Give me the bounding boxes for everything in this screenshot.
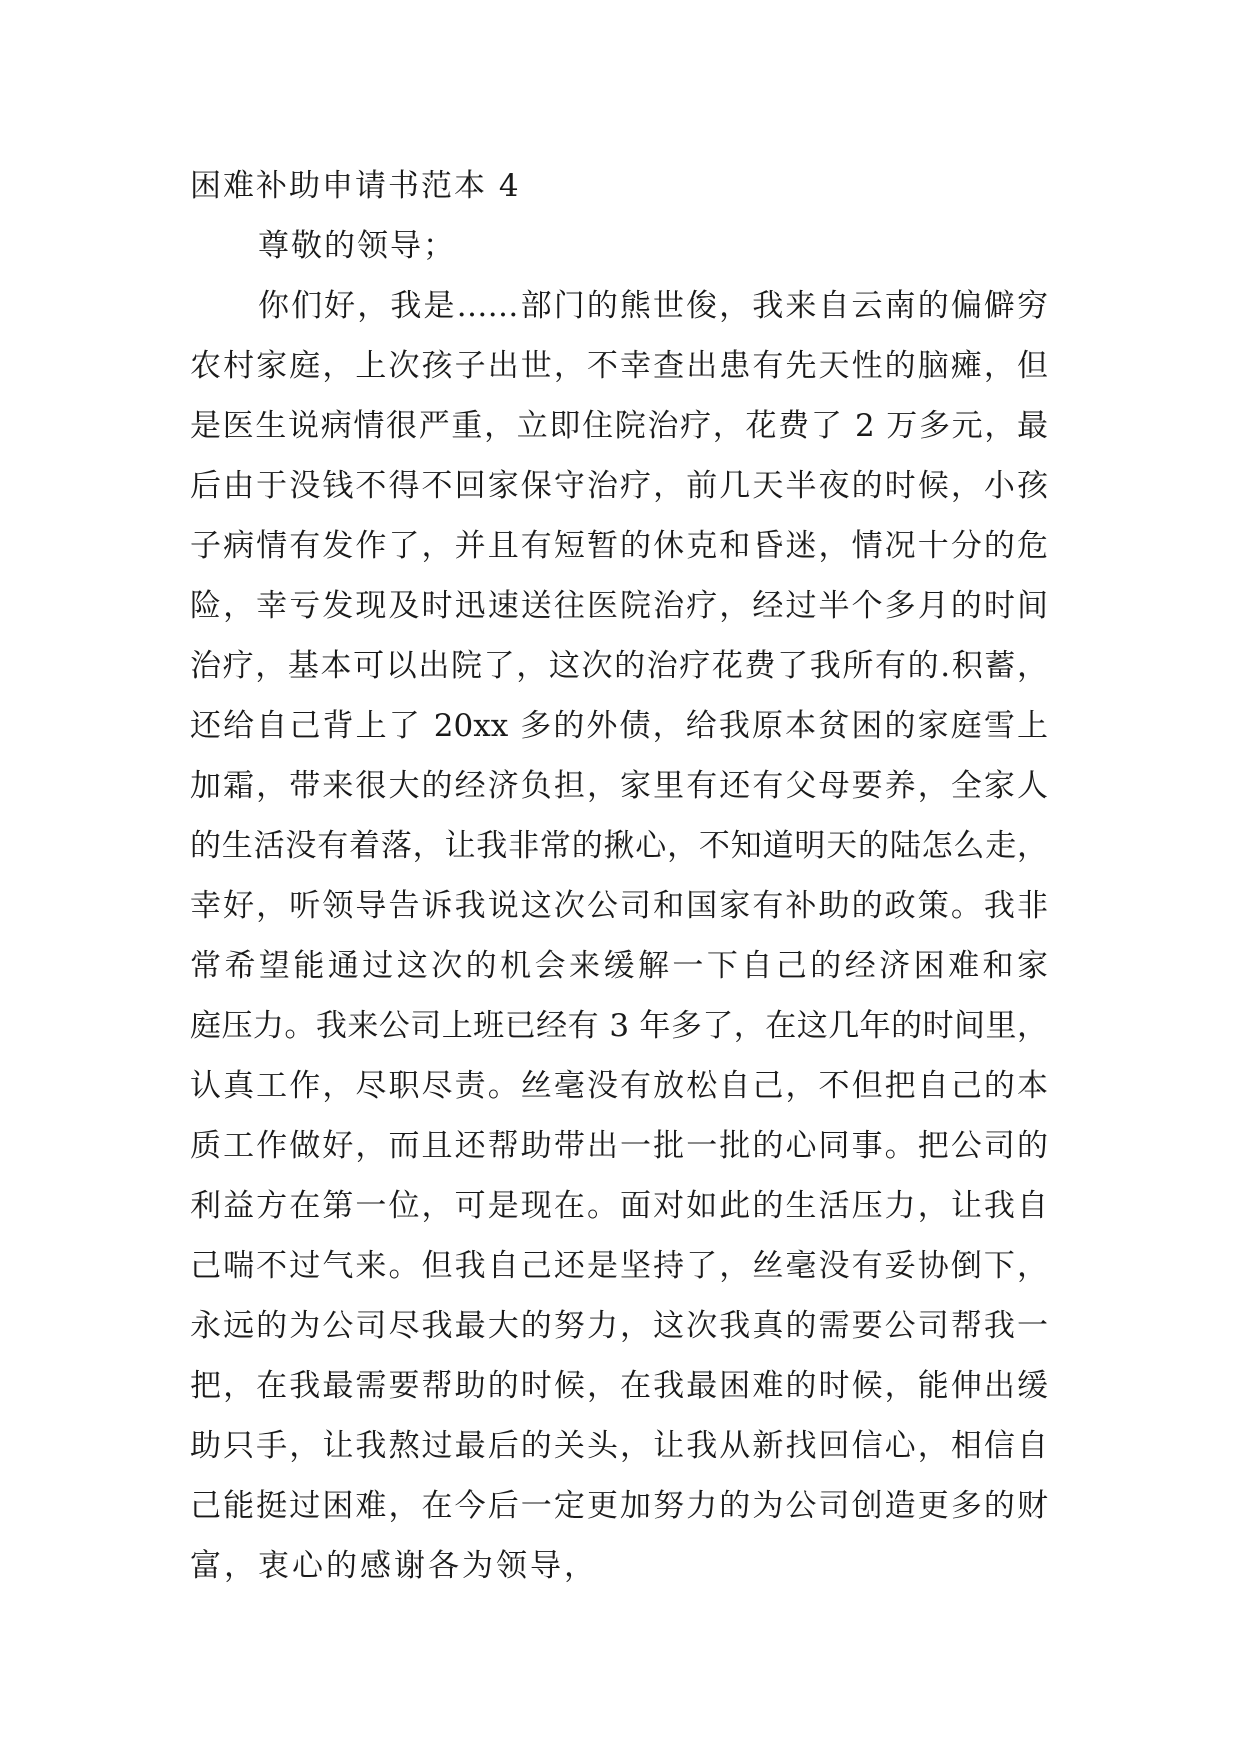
- body-line: 认真工作，尽职尽责。丝毫没有放松自己，不但把自己的本: [190, 1068, 1048, 1104]
- body-line: 把，在我最需要帮助的时候，在我最困难的时候，能伸出缓: [190, 1368, 1048, 1404]
- body-line: 治疗，基本可以出院了，这次的治疗花费了我所有的.积蓄，: [190, 648, 1048, 684]
- body-line: 险，幸亏发现及时迅速送往医院治疗，经过半个多月的时间: [190, 588, 1048, 624]
- body-line: 永远的为公司尽我最大的努力，这次我真的需要公司帮我一: [190, 1308, 1048, 1344]
- body-line: 农村家庭，上次孩子出世，不幸查出患有先天性的脑瘫，但: [190, 348, 1048, 384]
- body-line: 你们好，我是……部门的熊世俊，我来自云南的偏僻穷: [258, 288, 1048, 324]
- document-title: 困难补助申请书范本 4: [190, 168, 521, 204]
- body-line: 富，衷心的感谢各为领导，: [190, 1548, 598, 1584]
- body-line: 子病情有发作了，并且有短暂的休克和昏迷，情况十分的危: [190, 528, 1048, 564]
- body-line: 助只手，让我熬过最后的关头，让我从新找回信心，相信自: [190, 1428, 1048, 1464]
- body-line: 己能挺过困难，在今后一定更加努力的为公司创造更多的财: [190, 1488, 1048, 1524]
- body-line: 利益方在第一位，可是现在。面对如此的生活压力，让我自: [190, 1188, 1048, 1224]
- body-line: 庭压力。我来公司上班已经有 3 年多了，在这几年的时间里，: [190, 1008, 1048, 1044]
- salutation: 尊敬的领导；: [258, 228, 456, 264]
- body-line: 的生活没有着落，让我非常的揪心，不知道明天的陆怎么走，: [190, 828, 1048, 864]
- body-line: 质工作做好，而且还帮助带出一批一批的心同事。把公司的: [190, 1128, 1048, 1164]
- body-line: 还给自己背上了 20xx 多的外债，给我原本贫困的家庭雪上: [190, 708, 1048, 744]
- body-line: 己喘不过气来。但我自己还是坚持了，丝毫没有妥协倒下，: [190, 1248, 1048, 1284]
- body-line: 幸好，听领导告诉我说这次公司和国家有补助的政策。我非: [190, 888, 1048, 924]
- body-line: 加霜，带来很大的经济负担，家里有还有父母要养，全家人: [190, 768, 1048, 804]
- body-line: 是医生说病情很严重，立即住院治疗，花费了 2 万多元，最: [190, 408, 1048, 444]
- body-line: 常希望能通过这次的机会来缓解一下自己的经济困难和家: [190, 948, 1048, 984]
- body-line: 后由于没钱不得不回家保守治疗，前几天半夜的时候，小孩: [190, 468, 1048, 504]
